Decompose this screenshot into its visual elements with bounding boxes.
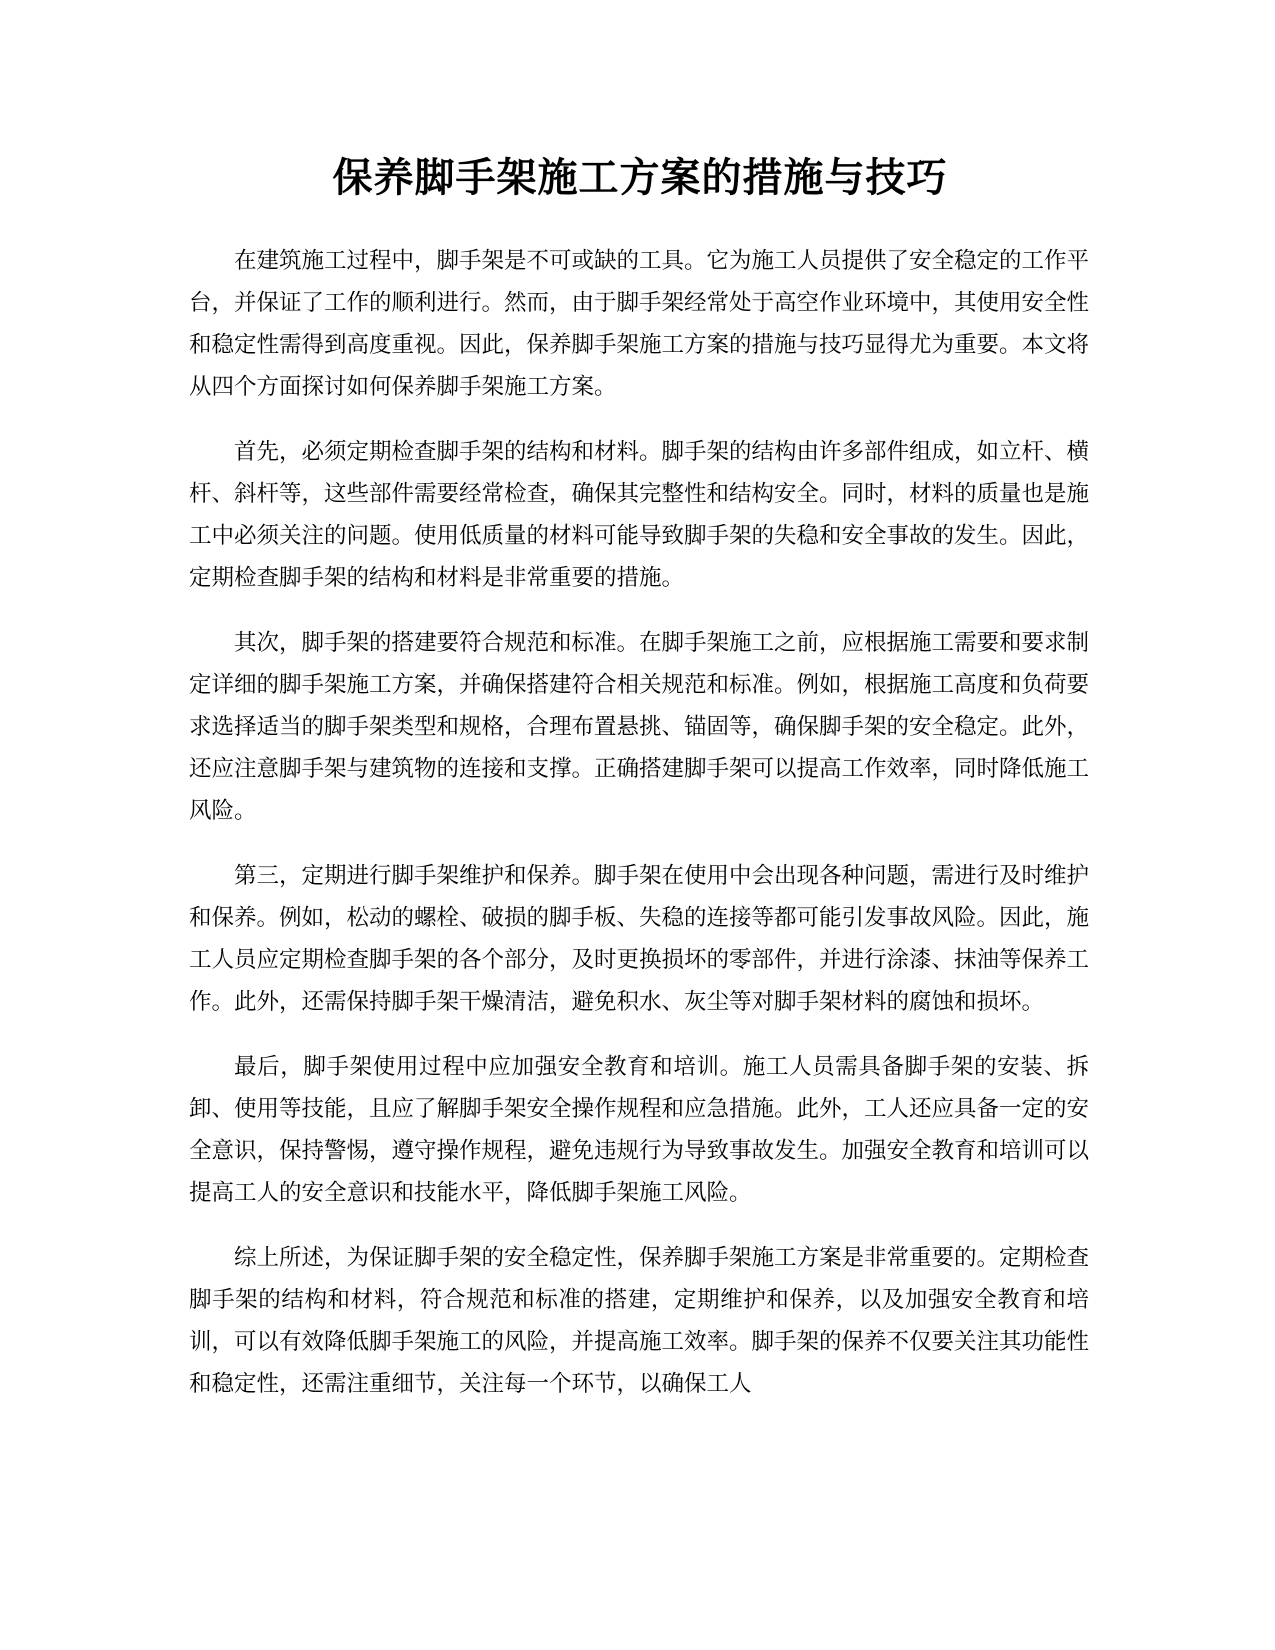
paragraph-first: 首先，必须定期检查脚手架的结构和材料。脚手架的结构由许多部件组成，如立杆、横杆、斜杆等，这些部件需要经常检查，确保其完整性和结构安全。同时，材料的质量也是施工中必须关注的问题。使用低质量的材料可能导致脚手架的失稳和安全事故的发生。因此，定期检查脚手架的结构和材料是非常重要的措施。	[189, 439, 1090, 591]
paragraph-summary: 综上所述，为保证脚手架的安全稳定性，保养脚手架施工方案是非常重要的。定期检查脚手架的结构和材料，符合规范和标准的搭建，定期维护和保养，以及加强安全教育和培训，可以有效降低脚手架施工的风险，并提高施工效率。脚手架的保养不仅要关注其功能性和稳定性，还需注重细节，关注每一个环节，以确保工人	[189, 1245, 1090, 1397]
paragraph-intro: 在建筑施工过程中，脚手架是不可或缺的工具。它为施工人员提供了安全稳定的工作平台，并保证了工作的顺利进行。然而，由于脚手架经常处于高空作业环境中，其使用安全性和稳定性需得到高度重视。因此，保养脚手架施工方案的措施与技巧显得尤为重要。本文将从四个方面探讨如何保养脚手架施工方案。	[189, 248, 1090, 400]
document-title: 保养脚手架施工方案的措施与技巧	[332, 155, 948, 201]
document-body	[189, 240, 1089, 1428]
paragraph-third: 第三，定期进行脚手架维护和保养。脚手架在使用中会出现各种问题，需进行及时维护和保养。例如，松动的螺栓、破损的脚手板、失稳的连接等都可能引发事故风险。因此，施工人员应定期检查脚手架的各个部分，及时更换损坏的零部件，并进行涂漆、抹油等保养工作。此外，还需保持脚手架干燥清洁，避免积水、灰尘等对脚手架材料的腐蚀和损坏。	[189, 863, 1090, 1015]
paragraph-fourth: 最后，脚手架使用过程中应加强安全教育和培训。施工人员需具备脚手架的安装、拆卸、使用等技能，且应了解脚手架安全操作规程和应急措施。此外，工人还应具备一定的安全意识，保持警惕，遵守操作规程，避免违规行为导致事故发生。加强安全教育和培训可以提高工人的安全意识和技能水平，降低脚手架施工风险。	[189, 1054, 1090, 1206]
paragraph-second: 其次，脚手架的搭建要符合规范和标准。在脚手架施工之前，应根据施工需要和要求制定详细的脚手架施工方案，并确保搭建符合相关规范和标准。例如，根据施工高度和负荷要求选择适当的脚手架类型和规格，合理布置悬挑、锚固等，确保脚手架的安全稳定。此外，还应注意脚手架与建筑物的连接和支撑。正确搭建脚手架可以提高工作效率，同时降低施工风险。	[189, 630, 1090, 824]
